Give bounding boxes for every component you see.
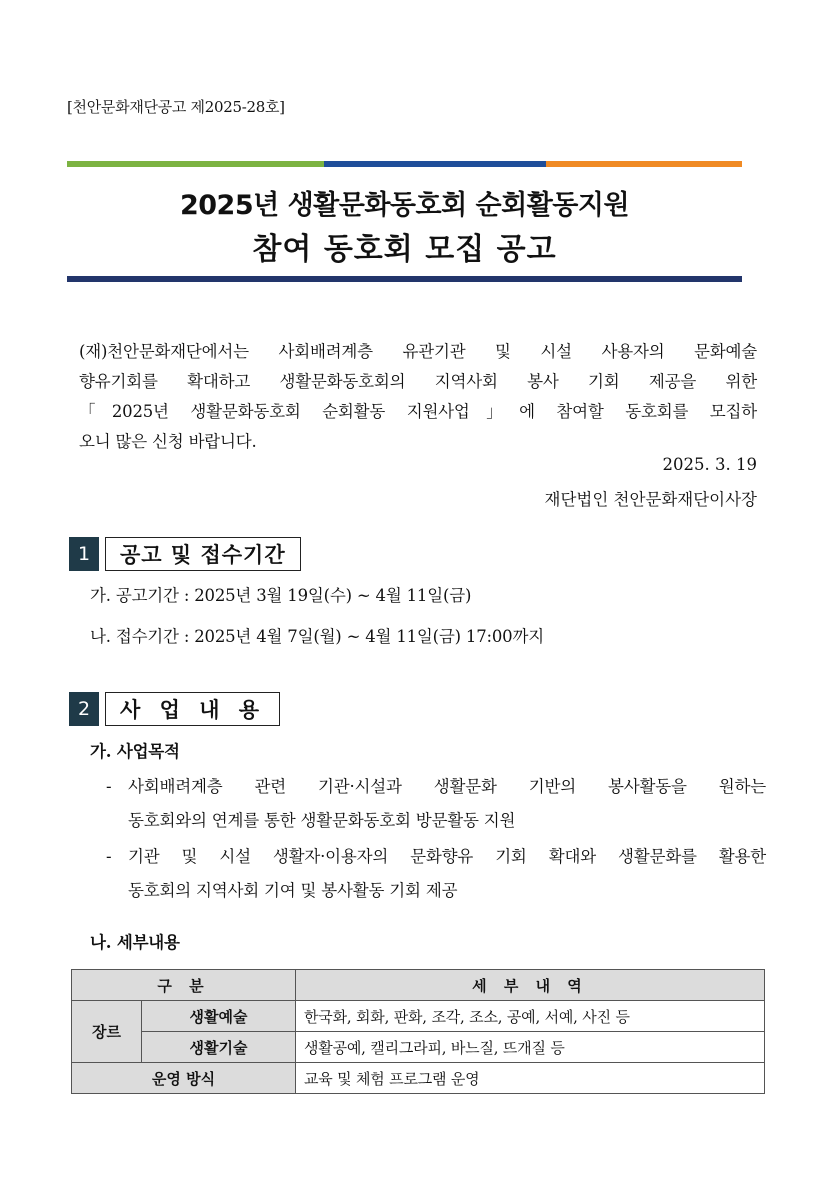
notice-signer: 재단법인 천안문화재단이사장 bbox=[544, 490, 757, 509]
details-heading: 나. 세부내용 bbox=[90, 933, 180, 952]
section-title: 공고 및 접수기간 bbox=[105, 537, 301, 571]
intro-line: 향유기회를 확대하고 생활문화동호회의 지역사회 봉사 기회 제공을 위한 bbox=[79, 372, 757, 391]
title-bottom-rule bbox=[67, 276, 742, 282]
document-title-line2: 참여 동호회 모집 공고 bbox=[252, 232, 557, 267]
detail-cell: 생활공예, 캘리그라피, 바느질, 뜨개질 등 bbox=[296, 1032, 765, 1063]
genre-label: 장르 bbox=[72, 1001, 142, 1063]
details-table bbox=[71, 969, 765, 1094]
table-header-category: 구 분 bbox=[72, 970, 296, 1001]
intro-paragraph bbox=[79, 337, 757, 457]
dash-marker: - bbox=[106, 847, 112, 866]
dash-marker: - bbox=[106, 777, 112, 796]
operation-detail: 교육 및 체험 프로그램 운영 bbox=[296, 1063, 765, 1094]
section-header-1 bbox=[69, 537, 301, 571]
intro-line: (재)천안문화재단에서는 사회배려계층 유관기관 및 시설 사용자의 문화예술 bbox=[79, 342, 757, 361]
section-number: 1 bbox=[69, 537, 99, 571]
bullet-text: 동호회와의 연계를 통한 생활문화동호회 방문활동 지원 bbox=[128, 811, 516, 830]
bullet-text: 기관 및 시설 생활자·이용자의 문화향유 기회 확대와 생활문화를 활용한 bbox=[128, 847, 766, 866]
announcement-period: 가. 공고기간 : 2025년 3월 19일(수) ~ 4월 11일(금) bbox=[90, 586, 472, 605]
operation-label: 운영 방식 bbox=[72, 1063, 296, 1094]
purpose-bullet bbox=[106, 840, 766, 908]
table-row bbox=[72, 1001, 765, 1032]
category-cell: 생활예술 bbox=[142, 1001, 296, 1032]
table-row bbox=[72, 1063, 765, 1094]
document-title-line1: 2025년 생활문화동호회 순회활동지원 bbox=[179, 190, 630, 221]
notice-date: 2025. 3. 19 bbox=[662, 455, 757, 474]
intro-line: 오니 많은 신청 바랍니다. bbox=[79, 432, 257, 451]
color-bar-blue bbox=[324, 161, 547, 167]
section-number: 2 bbox=[69, 692, 99, 726]
application-period: 나. 접수기간 : 2025년 4월 7일(월) ~ 4월 11일(금) 17:00까지 bbox=[90, 627, 544, 646]
notice-number: [천안문화재단공고 제2025-28호] bbox=[67, 98, 285, 116]
detail-cell: 한국화, 회화, 판화, 조각, 조소, 공예, 서예, 사진 등 bbox=[296, 1001, 765, 1032]
purpose-heading: 가. 사업목적 bbox=[90, 742, 180, 761]
table-row bbox=[72, 1032, 765, 1063]
bullet-text: 동호회의 지역사회 기여 및 봉사활동 기회 제공 bbox=[128, 881, 458, 900]
section-header-2 bbox=[69, 692, 280, 726]
title-top-color-bar bbox=[67, 161, 742, 167]
color-bar-orange bbox=[546, 161, 742, 167]
table-header-detail: 세 부 내 역 bbox=[296, 970, 765, 1001]
bullet-text: 사회배려계층 관련 기관·시설과 생활문화 기반의 봉사활동을 원하는 bbox=[128, 777, 766, 796]
purpose-bullet bbox=[106, 770, 766, 838]
table-header-row bbox=[72, 970, 765, 1001]
category-cell: 생활기술 bbox=[142, 1032, 296, 1063]
color-bar-green bbox=[67, 161, 324, 167]
intro-line: 「2025년 생활문화동호회 순회활동 지원사업」에 참여할 동호회를 모집하 bbox=[79, 402, 757, 421]
section-title: 사 업 내 용 bbox=[105, 692, 280, 726]
